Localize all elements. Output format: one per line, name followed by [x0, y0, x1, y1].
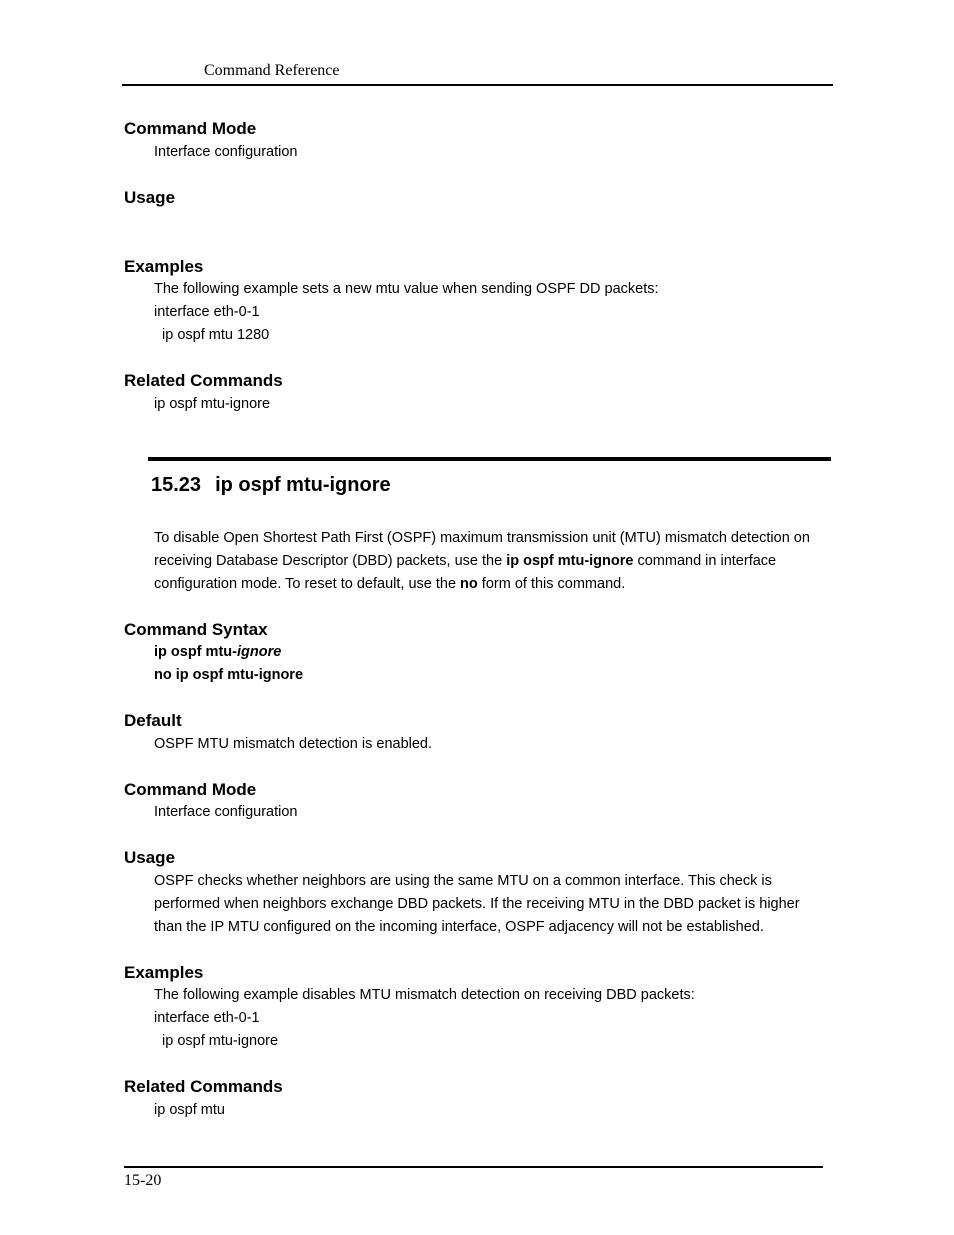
- command-mode-heading: Command Mode: [124, 780, 257, 799]
- header-rule: [122, 84, 833, 86]
- intro-command: ip ospf mtu-ignore: [506, 553, 634, 569]
- intro-no-keyword: no: [460, 576, 478, 592]
- usage-heading: Usage: [124, 848, 176, 867]
- section-intro: [154, 527, 834, 596]
- syntax-line: [154, 644, 281, 660]
- example-line: ip ospf mtu-ignore: [162, 1033, 279, 1049]
- example-line: ip ospf mtu 1280: [162, 327, 270, 343]
- footer-rule: [124, 1166, 823, 1168]
- section-number: 15.23: [151, 474, 202, 496]
- example-line: interface eth-0-1: [154, 1010, 260, 1026]
- related-commands-heading: Related Commands: [124, 371, 283, 390]
- examples-heading: Examples: [124, 963, 204, 982]
- examples-intro: The following example disables MTU mismatch detection on receiving DBD packets:: [154, 987, 695, 1003]
- default-text: OSPF MTU mismatch detection is enabled.: [154, 736, 433, 752]
- section-title: [151, 474, 391, 497]
- running-header: Command Reference: [204, 62, 340, 79]
- intro-text: form of this command.: [477, 576, 626, 592]
- syntax-command: no ip ospf mtu-ignore: [154, 667, 304, 683]
- syntax-command: ip ospf mtu-: [154, 644, 237, 660]
- command-mode-heading: Command Mode: [124, 119, 257, 138]
- intro-text: command in interface configuration mode. To reset to default, use the: [154, 553, 777, 592]
- intro-text: To disable Open Shortest Path First (OSPF) maximum transmission unit (MTU) mismatch detection on receiving Database Descriptor (DBD) packets, use the: [154, 530, 810, 569]
- command-mode-text: Interface configuration: [154, 804, 298, 820]
- related-command: ip ospf mtu: [154, 1102, 225, 1118]
- page-number: 15-20: [124, 1172, 162, 1189]
- section-rule: [148, 457, 831, 461]
- command-syntax-heading: Command Syntax: [124, 620, 268, 639]
- syntax-argument: ignore: [236, 644, 282, 660]
- examples-intro: The following example sets a new mtu value when sending OSPF DD packets:: [154, 281, 659, 297]
- default-heading: Default: [124, 711, 182, 730]
- usage-heading: Usage: [124, 188, 176, 207]
- usage-line: performed when neighbors exchange DBD packets. If the receiving MTU in the DBD packet is higher: [154, 896, 800, 912]
- command-mode-text: Interface configuration: [154, 144, 298, 160]
- related-command: ip ospf mtu-ignore: [154, 396, 271, 412]
- usage-line: than the IP MTU configured on the incoming interface, OSPF adjacency will not be established.: [154, 919, 764, 935]
- usage-line: OSPF checks whether neighbors are using the same MTU on a common interface. This check is: [154, 873, 772, 889]
- section-title-text: ip ospf mtu-ignore: [215, 474, 391, 496]
- examples-heading: Examples: [124, 257, 204, 276]
- example-line: interface eth-0-1: [154, 304, 260, 320]
- related-commands-heading: Related Commands: [124, 1077, 283, 1096]
- syntax-line: [154, 667, 303, 683]
